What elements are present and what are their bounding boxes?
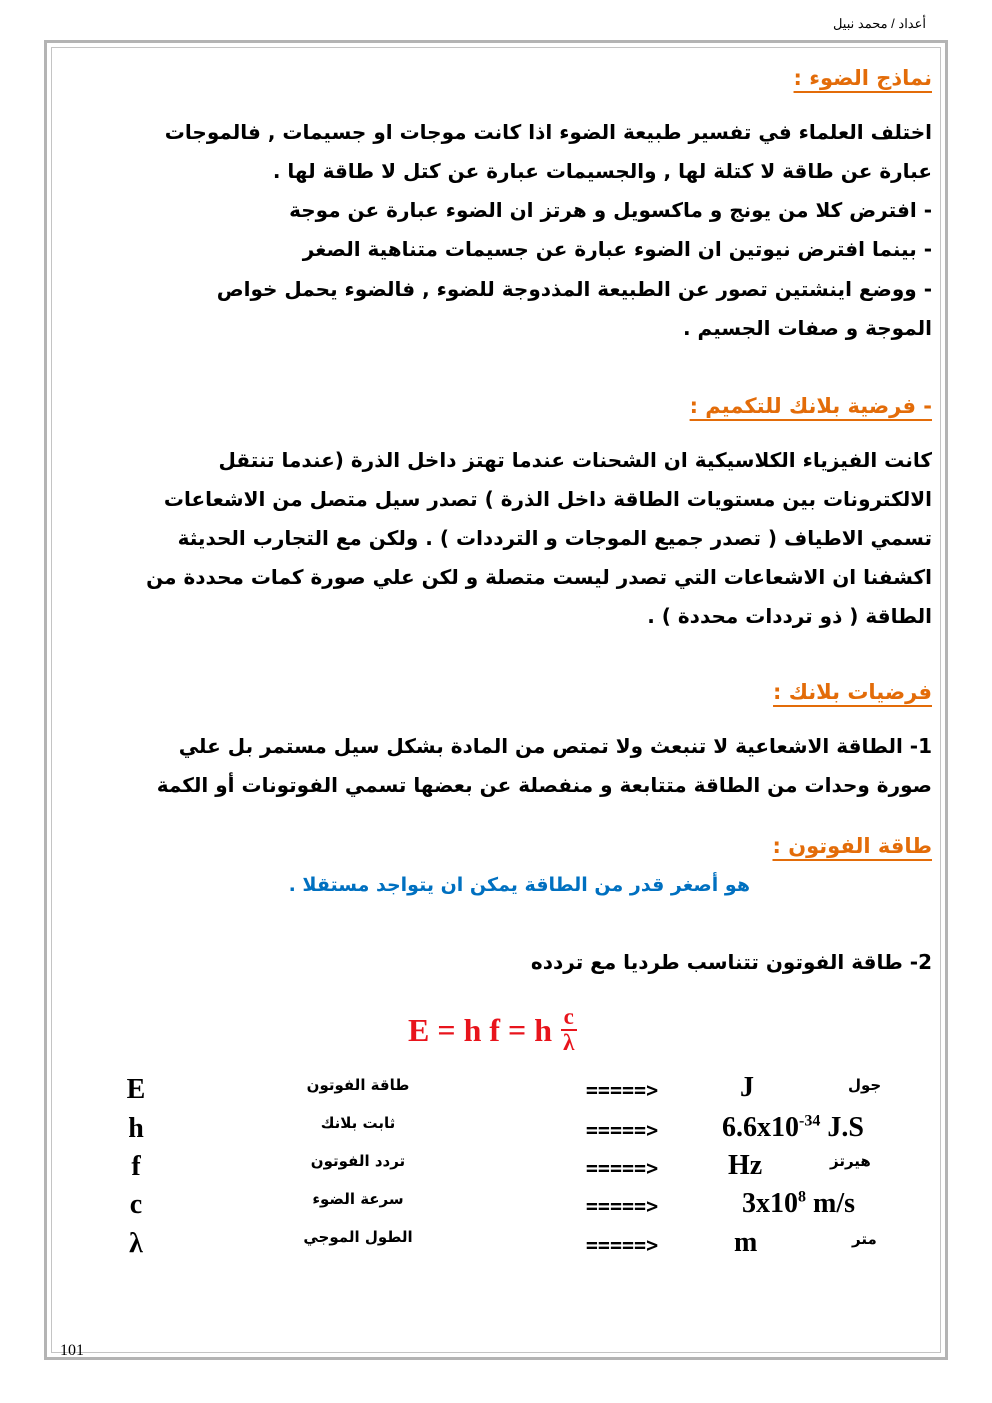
- heading-light-models: نماذج الضوء :: [793, 66, 932, 90]
- paragraph-line: - ووضع اينشتين تصور عن الطبيعة المذدوجة للضوء , فالضوء يحمل خواص: [216, 277, 932, 301]
- variable-unit-arabic: جول: [848, 1076, 882, 1094]
- paragraph-line: كانت الفيزياء الكلاسيكية ان الشحنات عندما تهتز داخل الذرة (عندما تنتقل: [218, 448, 932, 472]
- author-credit: أعداد / محمد نبيل: [832, 16, 926, 31]
- photon-definition: هو أصغر قدر من الطاقة يمكن ان يتواجد مستقلا .: [288, 874, 750, 896]
- variable-name: تردد الفوتون: [310, 1152, 406, 1170]
- variable-name: الطول الموجي: [303, 1228, 413, 1246]
- unit-suffix: J.S: [820, 1112, 864, 1143]
- heading-photon-energy: طاقة الفوتون :: [772, 834, 932, 858]
- unit-exponent: -34: [799, 1112, 821, 1130]
- variable-name: سرعة الضوء: [312, 1190, 404, 1208]
- variable-unit: [742, 1188, 855, 1220]
- variable-arrow: =====>: [585, 1078, 659, 1102]
- paragraph-line: اكشفنا ان الاشعاعات التي تصدر ليست متصلة و لكن علي صورة كمات محددة من: [146, 565, 932, 589]
- formula-numerator: c: [561, 1005, 577, 1031]
- variable-unit: Hz: [728, 1150, 763, 1181]
- paragraph-line: الطاقة ( ذو ترددات محددة ) .: [647, 604, 932, 628]
- page-number: 101: [60, 1342, 84, 1359]
- variable-symbol: E: [126, 1074, 146, 1105]
- variable-symbol: h: [128, 1113, 144, 1144]
- variable-unit: J: [740, 1072, 754, 1103]
- paragraph-line: 1- الطاقة الاشعاعية لا تنبعث ولا تمتص من المادة بشكل سيل مستمر بل علي: [178, 734, 932, 758]
- heading-planck-quantization: - فرضية بلانك للتكميم :: [689, 394, 932, 418]
- unit-base: 6.6x10: [722, 1112, 799, 1143]
- variable-symbol: λ: [129, 1228, 143, 1259]
- variable-arrow: =====>: [585, 1118, 659, 1142]
- variable-symbol: c: [129, 1189, 143, 1220]
- paragraph-line: - افترض كلا من يونج و ماكسويل و هرتز ان الضوء عبارة عن موجة: [289, 198, 932, 222]
- paragraph-line: الالكترونات بين مستويات الطاقة داخل الذرة ) تصدر سيل متصل من الاشعاعات: [163, 487, 932, 511]
- variable-unit: m: [734, 1227, 758, 1258]
- variable-symbol: f: [131, 1151, 141, 1182]
- variable-arrow: =====>: [585, 1156, 659, 1180]
- formula-lhs: E = h f = h: [408, 1011, 553, 1048]
- paragraph-line: صورة وحدات من الطاقة متتابعة و منفصلة عن بعضها تسمي الفوتونات أو الكمة: [156, 773, 932, 797]
- formula-denominator: λ: [563, 1030, 575, 1055]
- photon-energy-formula: [408, 1000, 577, 1060]
- variable-name: طاقة الفوتون: [306, 1076, 410, 1094]
- variable-unit: [722, 1112, 864, 1144]
- variable-unit-arabic: متر: [852, 1230, 877, 1248]
- variable-name: ثابت بلانك: [320, 1114, 396, 1132]
- paragraph-line: الموجة و صفات الجسيم .: [682, 316, 932, 340]
- variable-arrow: =====>: [585, 1233, 659, 1257]
- paragraph-line: اختلف العلماء في تفسير طبيعة الضوء اذا كانت موجات او جسيمات , فالموجات: [164, 120, 932, 144]
- unit-base: 3x10: [742, 1188, 798, 1219]
- unit-suffix: m/s: [806, 1188, 855, 1219]
- variable-unit-arabic: هيرتز: [830, 1152, 871, 1170]
- paragraph-line: عبارة عن طاقة لا كتلة لها , والجسيمات عبارة عن كتل لا طاقة لها .: [272, 159, 932, 183]
- photon-energy-statement: 2- طاقة الفوتون تتناسب طرديا مع تردده: [530, 950, 932, 974]
- unit-exponent: 8: [798, 1188, 806, 1206]
- variable-arrow: =====>: [585, 1194, 659, 1218]
- formula-fraction: [560, 1005, 577, 1055]
- paragraph-line: - بينما افترض نيوتين ان الضوء عبارة عن جسيمات متناهية الصغر: [302, 237, 932, 261]
- heading-planck-hypotheses: فرضيات بلانك :: [773, 680, 932, 704]
- paragraph-line: تسمي الاطياف ( تصدر جميع الموجات و الترددات ) . ولكن مع التجارب الحديثة: [177, 526, 932, 550]
